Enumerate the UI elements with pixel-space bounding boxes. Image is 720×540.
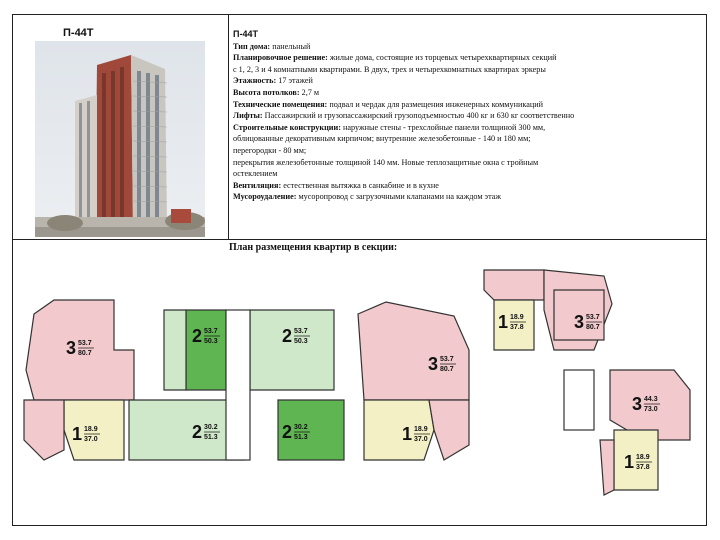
apartment-shape [600,440,614,495]
spec-structures [233,122,703,134]
stair-core [226,310,250,460]
apartment-area-living: 50.3 [204,338,218,345]
apartment-area-total: 53.7 [204,328,218,335]
spec-technical [233,99,703,111]
spec-value: естественная вытяжка в санкабине и в кухне [281,180,439,190]
apartment-rooms: 2 [282,422,293,442]
apartment-shape [164,310,186,390]
spec-garbage [233,191,703,203]
plan-shapes [24,270,690,495]
apartment-shape [429,400,469,460]
spec-planning [233,52,703,64]
spec-value: панельный [270,41,311,51]
spec-label: Мусороудаление: [233,192,297,202]
spec-value: жилые дома, состоящие из торцевых четырехквартирных секций [327,53,557,63]
apartment-area-living: 73.0 [644,406,658,413]
apartment-area-total: 53.7 [586,314,600,321]
spec-label: Высота потолков: [233,87,300,97]
apartment-rooms: 1 [624,452,635,472]
plan-title: План размещения квартир в секции: [229,242,398,253]
spec-house-type [233,41,703,53]
apartment-rooms: 2 [282,326,293,346]
spec-planning-cont: с 1, 2, 3 и 4 комнатными квартирами. В двух, трех и четырехкомнатных квартирах эркеры [233,64,546,74]
apartment-area-living: 37.8 [636,464,650,471]
apartment-rooms: 3 [574,312,585,332]
spec-value: мусоропровод с загрузочными клапанами на каждом этаж [296,192,502,202]
spec-label: Тип дома: [233,41,271,51]
apartment-area-living: 51.3 [204,434,218,441]
apartment-area-living: 50.3 [294,338,308,345]
apartment-shape [250,310,334,390]
apartment-area-total: 44.3 [644,396,658,403]
building-photo [35,41,205,237]
apartment-area-total: 53.7 [78,340,92,347]
apartment-rooms: 3 [428,354,439,374]
apartment-rooms: 1 [498,312,509,332]
apartment-rooms: 2 [192,422,203,442]
stair-core [564,370,594,430]
apartment-area-total: 18.9 [636,454,650,461]
spec-label: Технические помещения: [233,99,328,109]
apartment-rooms: 1 [402,424,413,444]
photo-label: П-44Т [63,27,94,39]
spec-floors [233,75,703,87]
spec-ceiling [233,87,703,99]
apartment-area-total: 53.7 [440,356,454,363]
apartment-area-living: 37.8 [510,324,524,331]
apartment-area-total: 18.9 [510,314,524,321]
spec-label: Планировочное решение: [233,53,328,63]
apartment-rooms: 2 [192,326,203,346]
spec-value: 2,7 м [299,87,320,97]
specs-title: П-44Т [233,29,258,39]
spec-structures-cont: облицованные декоративным кирпичом; внутренние железобетонные - 140 и 180 мм; [233,134,531,144]
spec-value: 17 этажей [276,76,313,86]
spec-value: подвал и чердак для размещения инженерных коммуникаций [327,99,543,109]
apartment-area-living: 80.7 [78,350,92,357]
spec-value: наружные стены - трехслойные панели толщиной 300 мм, [340,122,546,132]
apartment-area-living: 37.0 [414,436,428,443]
spec-structures-cont: остеклением [233,169,278,179]
apartment-shape [484,270,544,300]
apartment-shape [186,310,226,390]
apartment-area-living: 80.7 [586,324,600,331]
vertical-divider [228,15,229,239]
spec-structures-cont: перекрытия железобетонные толщиной 140 мм. Новые теплозащитные окна с тройным [233,157,539,167]
apartment-area-living: 51.3 [294,434,308,441]
spec-value: Пассажирский и грузопассажирский грузоподъемностью 400 кг и 630 кг соответственно [262,111,575,121]
spec-ventilation [233,180,703,192]
apartment-area-total: 30.2 [294,424,308,431]
spec-label: Строительные конструкции: [233,122,341,132]
apartment-rooms: 1 [72,424,83,444]
spec-structures-cont: перегородки - 80 мм; [233,145,307,155]
apartment-rooms: 3 [632,394,643,414]
spec-label: Лифты: [233,111,263,121]
floor-plans [14,250,704,520]
spec-label: Этажность: [233,76,277,86]
apartment-area-living: 80.7 [440,366,454,373]
spec-lifts [233,110,703,122]
apartment-area-living: 37.0 [84,436,98,443]
apartment-shape [358,302,469,400]
specs-block [233,29,703,203]
apartment-shape [24,400,64,460]
apartment-area-total: 30.2 [204,424,218,431]
apartment-area-total: 53.7 [294,328,308,335]
horizontal-divider [13,239,706,240]
apartment-rooms: 3 [66,338,77,358]
apartment-area-total: 18.9 [84,426,98,433]
apartment-area-total: 18.9 [414,426,428,433]
spec-label: Вентиляция: [233,180,282,190]
